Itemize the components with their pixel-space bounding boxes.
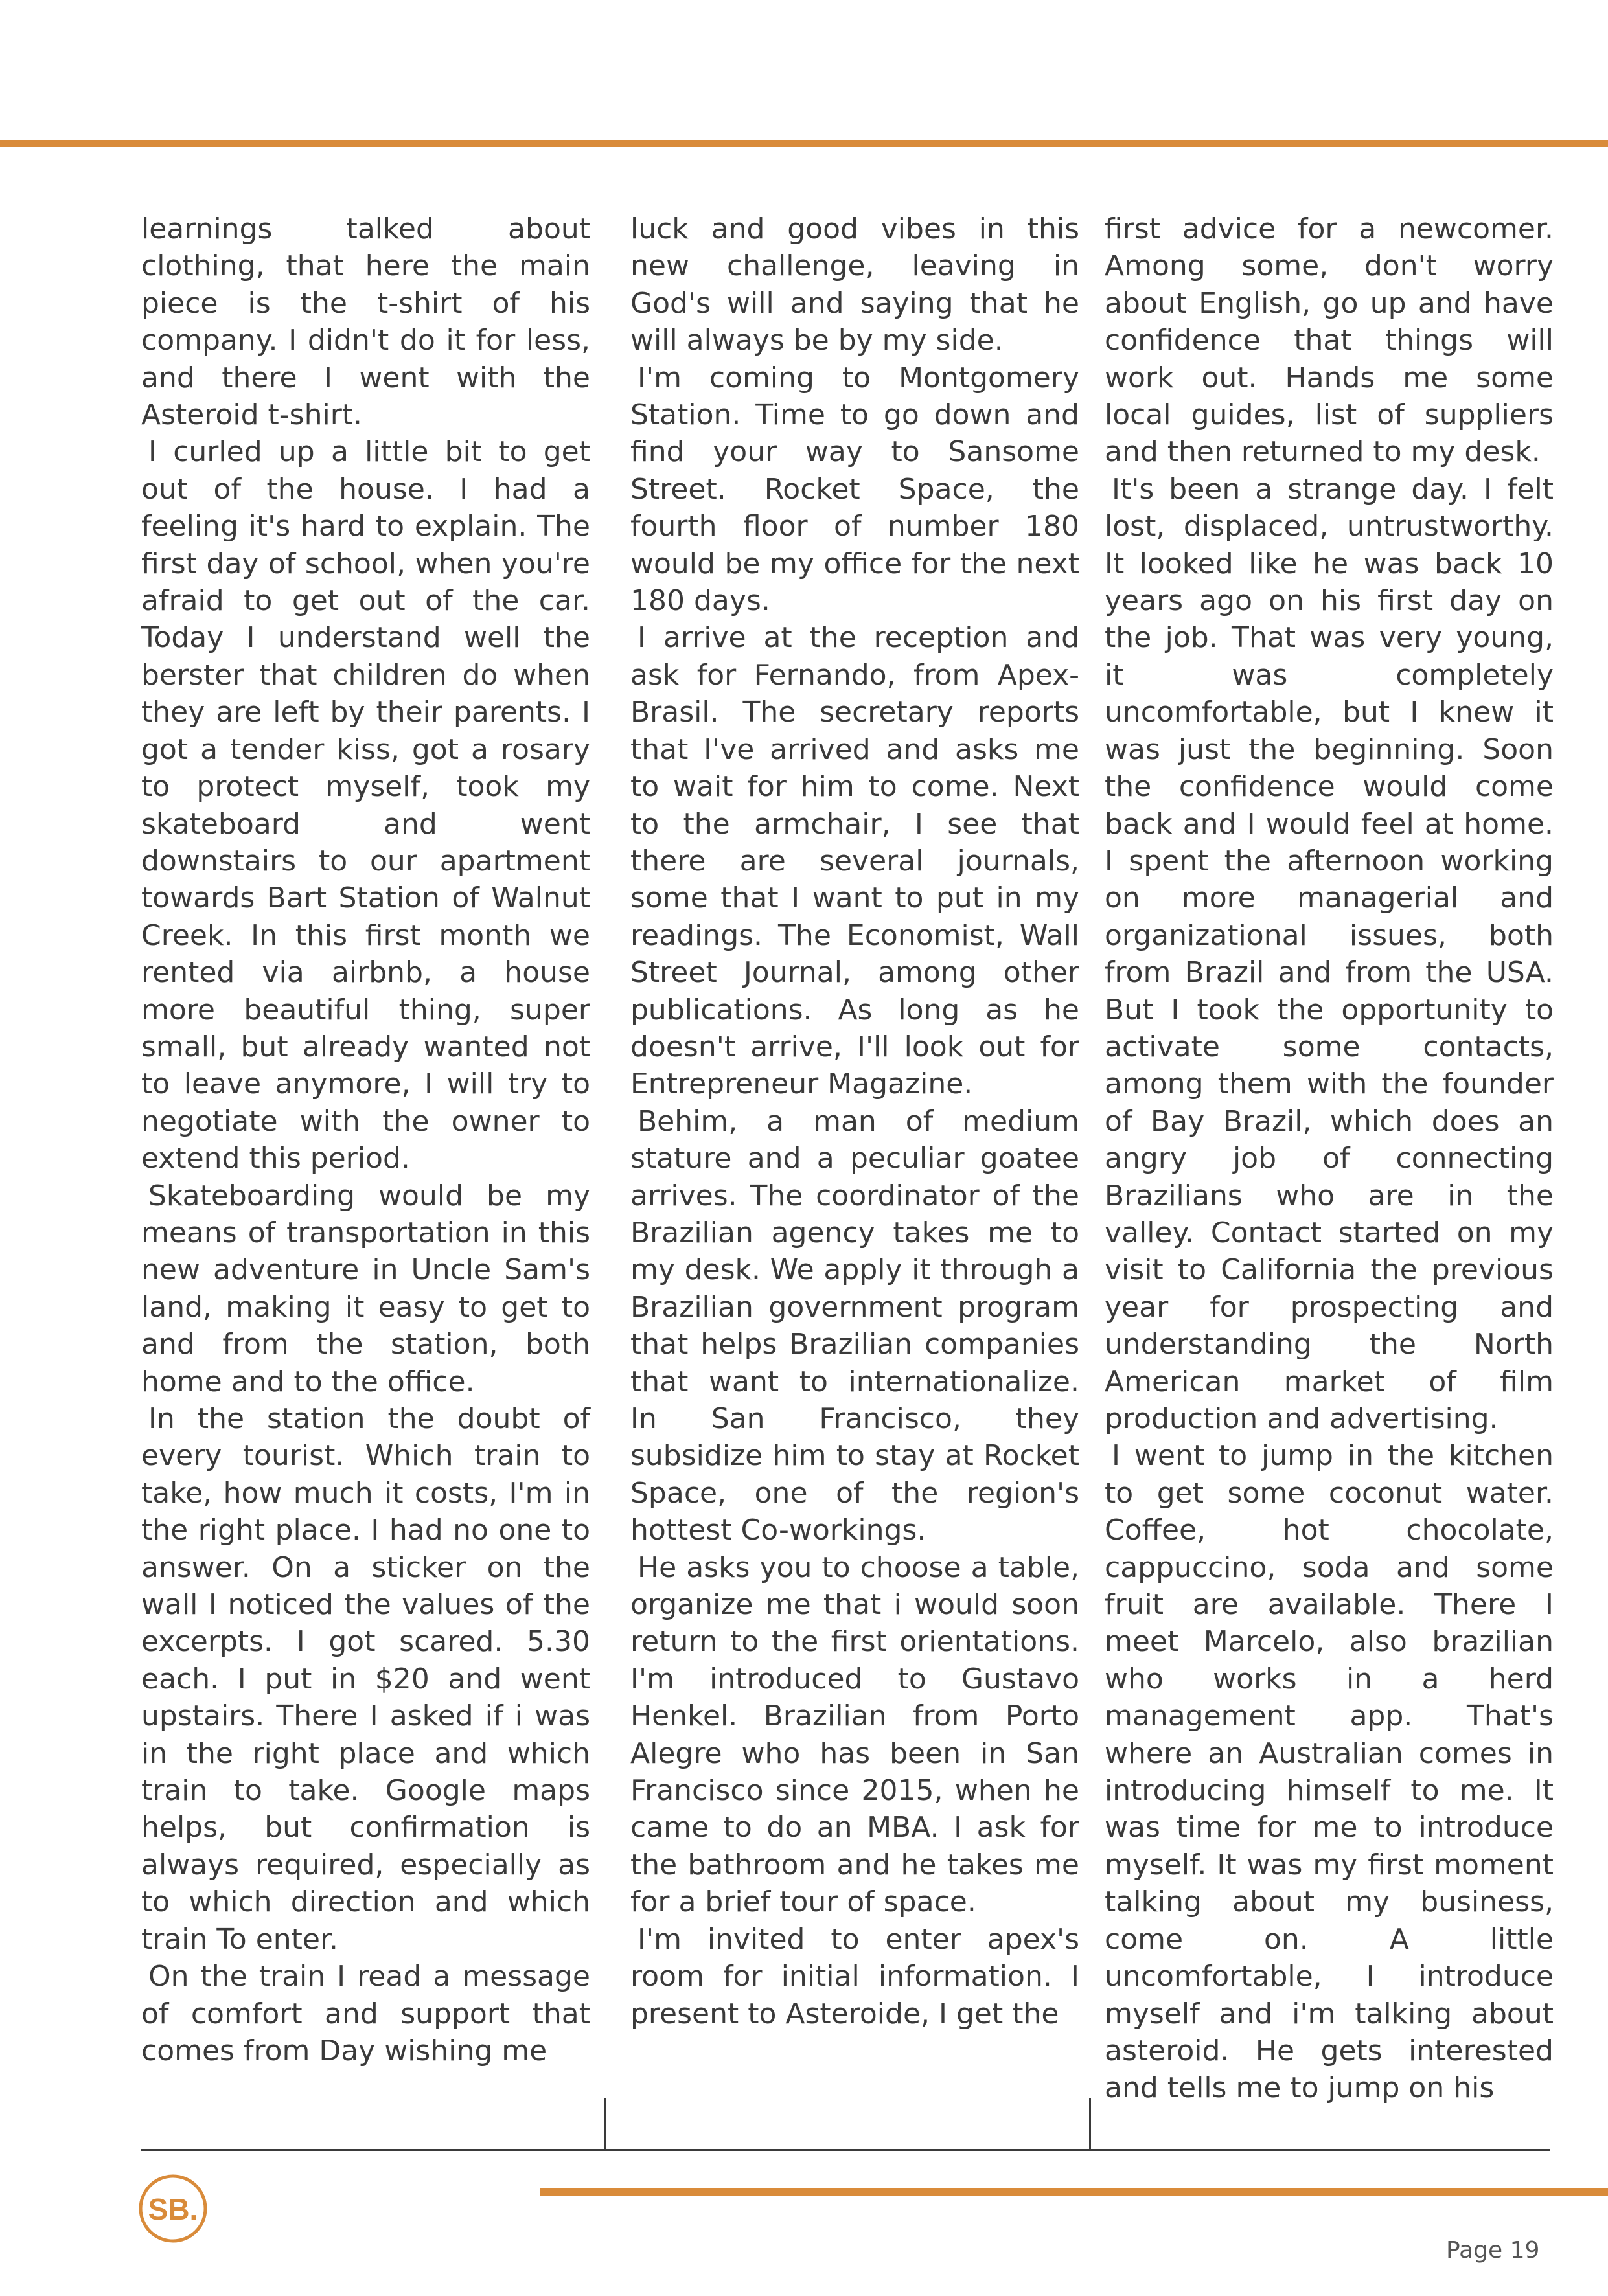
paragraph: On the train I read a message of comfort and support that comes from Day wishing me bbox=[141, 1960, 590, 2067]
column-divider bbox=[604, 2098, 606, 2150]
header-rule bbox=[0, 140, 1608, 147]
logo-text: SB. bbox=[148, 2192, 198, 2226]
text-column-3 bbox=[1105, 210, 1554, 2105]
paragraph: Behim, a man of medium stature and a peculiar goatee arrives. The coordinator of the Brazilian agency takes me to my desk. We apply it through a Brazilian government program that helps Brazilian companies that want to internationalize. In San Francisco, they subsidize him to stay at Rocket Space, one of the region's hottest Co-workings. bbox=[630, 1104, 1079, 1547]
page-number: Page 19 bbox=[1446, 2237, 1540, 2264]
text-column-2 bbox=[630, 210, 1079, 2076]
paragraph: I curled up a little bit to get out of the house. I had a feeling it's hard to explain. The first day of school, when you're afraid to get out of the car. Today I understand well the berster that children do when they are left by their parents. I got a tender kiss, got a rosary to protect myself, took my skateboard and went downstairs to our apartment towards Bart Station of Walnut Creek. In this first month we rented via airbnb, a house more beautiful thing, super small, but already wanted not to leave anymore, I will try to negotiate with the owner to extend this period. bbox=[141, 435, 590, 1176]
paragraph: luck and good vibes in this new challenge, leaving in God's will and saying that he will always be by my side. bbox=[630, 212, 1079, 358]
sb-logo bbox=[137, 2173, 209, 2244]
paragraph: I'm invited to enter apex's room for initial information. I present to Asteroide, I get the bbox=[630, 1922, 1079, 2030]
paragraph: I arrive at the reception and ask for Fernando, from Apex-Brasil. The secretary reports that I've arrived and asks me to wait for him to come. Next to the armchair, I see that there are several journals, some that I want to put in my readings. The Economist, Wall Street Journal, among other publications. As long as he doesn't arrive, I'll look out for Entrepreneur Magazine. bbox=[630, 621, 1079, 1101]
column-divider bbox=[1089, 2098, 1091, 2150]
footer-accent-rule bbox=[540, 2188, 1608, 2196]
paragraph: In the station the doubt of every tourist. Which train to take, how much it costs, I'm in the right place. I had no one to answer. On a sticker on the wall I noticed the values of the excerpts. I got scared. 5.30 each. I put in $20 and went upstairs. There I asked if i was in the right place and which train to take. Google maps helps, but confirmation is always required, especially as to which direction and which train To enter. bbox=[141, 1402, 590, 1956]
paragraph: It's been a strange day. I felt lost, displaced, untrustworthy. It looked like he was back 10 years ago on his first day on the job. That was very young, it was completely uncomfortable, but I knew it was just the beginning. Soon the confidence would come back and I would feel at home. I spent the afternoon working on more managerial and organizational issues, both from Brazil and from the USA. But I took the opportunity to activate some contacts, among them with the founder of Bay Brazil, which does an angry job of connecting Brazilians who are in the valley. Contact started on my visit to California the previous year for prospecting and understanding the North American market of film production and advertising. bbox=[1105, 472, 1554, 1435]
paragraph: He asks you to choose a table, organize me that i would soon return to the first orientations. I'm introduced to Gustavo Henkel. Brazilian from Porto Alegre who has been in San Francisco since 2015, when he came to do an MBA. I ask for the bathroom and he takes me for a brief tour of space. bbox=[630, 1551, 1079, 1919]
paragraph: Skateboarding would be my means of transportation in this new adventure in Uncle Sam's land, making it easy to get to and from the station, both home and to the office. bbox=[141, 1179, 590, 1398]
text-column-1 bbox=[141, 210, 590, 2076]
footer-rule bbox=[141, 2149, 1550, 2151]
paragraph: I went to jump in the kitchen to get some coconut water. Coffee, hot chocolate, cappuccino, soda and some fruit are available. There I meet Marcelo, also brazilian who works in a herd management app. That's where an Australian comes in introducing himself to me. It was time for me to introduce myself. It was my first moment talking about my business, come on. A little uncomfortable, I introduce myself and i'm talking about asteroid. He gets interested and tells me to jump on his bbox=[1105, 1439, 1554, 2105]
paragraph: learnings talked about clothing, that here the main piece is the t-shirt of his company. I didn't do it for less, and there I went with the Asteroid t-shirt. bbox=[141, 212, 590, 432]
paragraph: first advice for a newcomer. Among some, don't worry about English, go up and have confidence that things will work out. Hands me some local guides, list of suppliers and then returned to my desk. bbox=[1105, 212, 1554, 469]
paragraph: I'm coming to Montgomery Station. Time to go down and find your way to Sansome Street. Rocket Space, the fourth floor of number 180 would be my office for the next 180 days. bbox=[630, 361, 1079, 618]
